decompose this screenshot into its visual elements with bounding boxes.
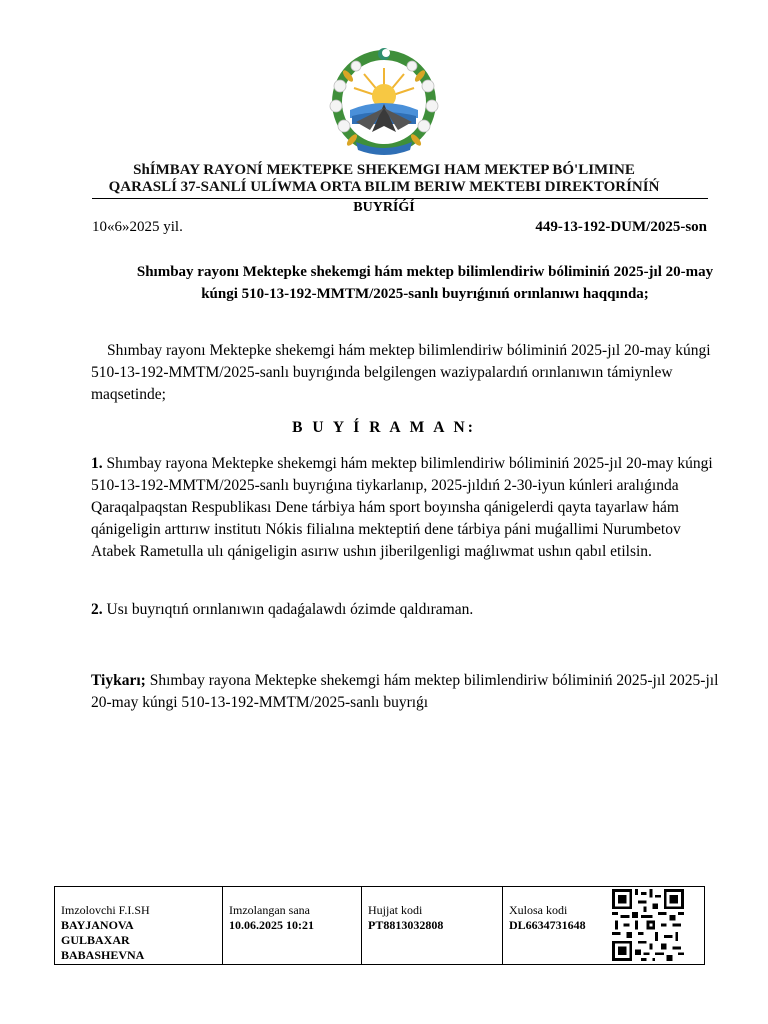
header-divider: [92, 198, 708, 199]
document-code-label: Hujjat kodi: [368, 903, 423, 917]
basis-label: Tiykarı;: [91, 672, 146, 689]
order-subject: Shımbay rayonı Mektepke shekemgi hám mektep bilimlendiriw bóliminiń 2025-jıl 20-may kúngi 510-13-192-MMTM/2025-sanlı buyrıǵınıń orınlanıwı haqqında;: [136, 264, 714, 302]
signed-date-label: Imzolangan sana: [229, 903, 310, 917]
item-text: Usı buyrıqtıń orınlanıwın qadaǵalawdı ózimde qaldıraman.: [106, 601, 474, 618]
basis-paragraph: [91, 670, 721, 714]
item-text: Shımbay rayona Mektepke shekemgi hám mektep bilimlendiriw bóliminiń 2025-jıl 20-may kúngi 510-13-192-MMTM/2025-sanlı buyrıǵına tiykarlanıp, 2025-jıldıń 2-30-iyun kúnleri aralıǵında Qaraqalpaqstan Respublikası Dene tárbiya hám sport boyınsha qánigelerdi qayta tayarlaw hám qánigeligin arttırıw institutı Nókis filialına mekteptiń dene tárbiya páni muǵallimi Nurumbetov Atabek Rametulla ulı qánigeligin asırıw ushın jiberilgenligi maǵlıwmat ushın qabıl etilsin.: [91, 455, 713, 560]
item-number: 2.: [91, 601, 103, 618]
signer-name: BAYJANOVA GULBAXAR BABASHEVNA: [61, 918, 145, 962]
qr-code-icon: [610, 889, 686, 961]
conclusion-code: DL6634731648: [509, 918, 586, 932]
organization-name-line2: QARASLÍ 37-SANLÍ ULÍWMA ORTA BILIM BERIW MEKTEBI DIREKTORÍNÍŃ: [108, 179, 660, 195]
item-number: 1.: [91, 455, 103, 472]
document-number: 449-13-192-DUM/2025-son: [535, 219, 707, 235]
signer-label: Imzolovchi F.I.SH: [61, 903, 150, 917]
document-type: BUYRÍǴÍ: [353, 200, 415, 215]
order-item-2: [91, 599, 721, 621]
order-item-1: [91, 453, 721, 563]
signed-date-cell: [223, 887, 362, 965]
signature-table: [54, 886, 705, 965]
intro-paragraph: Shımbay rayonı Mektepke shekemgi hám mektep bilimlendiriw bóliminiń 2025-jıl 20-may kúngi 510-13-192-MMTM/2025-sanlı buyrıǵında belgilengen waziypalardıń orınlanıwın támiynlew maqsetinde;: [91, 342, 711, 403]
signed-date: 10.06.2025 10:21: [229, 918, 314, 932]
document-code-cell: [362, 887, 503, 965]
organization-name-line1: ShÍMBAY RAYONÍ MEKTEPKE SHEKEMGI HAM MEKTEP BÓ'LIMINE: [133, 162, 635, 178]
basis-text: Shımbay rayona Mektepke shekemgi hám mektep bilimlendiriw bóliminiń 2025-jıl 2025-jıl 20-may kúngi 510-13-192-MMTM/2025-sanlı buyrıǵı: [91, 672, 719, 711]
document-code: PT8813032808: [368, 918, 444, 932]
command-heading: B U Y Í R A M A N:: [292, 419, 476, 436]
document-date: 10«6»2025 yil.: [92, 219, 183, 235]
signer-cell: [55, 887, 223, 965]
state-emblem-icon: [326, 46, 442, 158]
conclusion-code-label: Xulosa kodi: [509, 903, 568, 917]
